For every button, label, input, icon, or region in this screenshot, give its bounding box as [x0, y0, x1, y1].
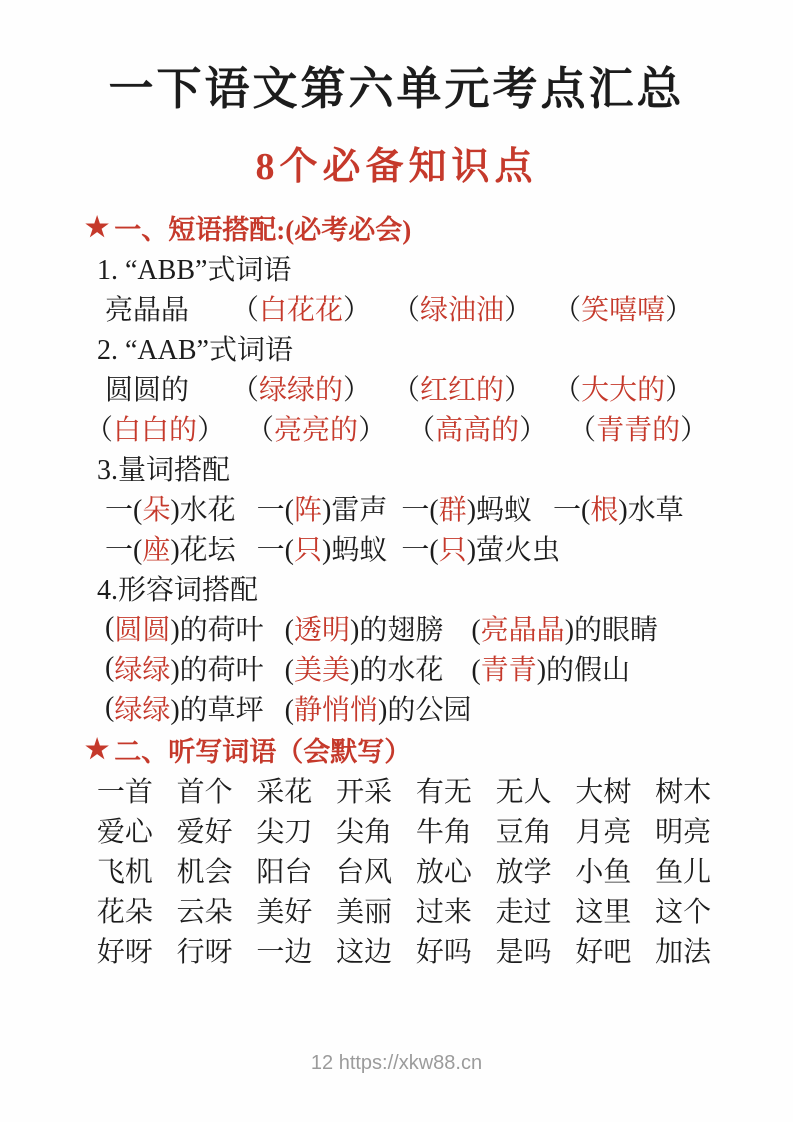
plain-text: ） （ — [504, 295, 582, 326]
highlighted-answer-text: 根 — [590, 495, 619, 526]
plain-text: 一( — [105, 535, 143, 566]
plain-text: ） — [665, 295, 694, 326]
highlighted-answer-text: 美美 — [294, 655, 351, 686]
dictation-word: 采花 — [256, 777, 313, 808]
section2-heading-text: 二、听写词语（会默写） — [114, 736, 412, 767]
section1-lines — [85, 248, 723, 728]
dictation-word-grid — [85, 770, 723, 970]
plain-text: ） （ — [343, 295, 421, 326]
highlighted-answer-text: 透明 — [294, 615, 351, 646]
line-abb-words — [85, 288, 723, 328]
line-quantifier-title — [85, 448, 723, 488]
dictation-word: 好呀 — [96, 937, 153, 968]
line-adjective-2 — [85, 648, 723, 688]
highlighted-answer-text: 绿绿 — [114, 655, 171, 686]
dictation-word: 台风 — [336, 857, 393, 888]
highlighted-answer-text: 红红的 — [420, 375, 505, 406]
dictation-word: 爱心 — [96, 817, 153, 848]
plain-text: )萤火虫 — [466, 535, 561, 566]
line-aab-title — [85, 328, 723, 368]
plain-text: )花坛 一( — [170, 535, 294, 566]
dictation-word: 牛角 — [415, 817, 472, 848]
page-footer: 12 https://xkw88.cn — [310, 1052, 483, 1074]
highlighted-answer-text: 座 — [142, 535, 171, 566]
dictation-word: 是吗 — [495, 937, 552, 968]
dictation-word: 好吗 — [415, 937, 472, 968]
dictation-word: 美好 — [256, 897, 313, 928]
plain-text: 3.量词搭配 — [97, 455, 231, 486]
dictation-word: 一边 — [256, 937, 313, 968]
highlighted-answer-text: 绿绿 — [114, 695, 171, 726]
plain-text: 4.形容词搭配 — [97, 575, 259, 606]
highlighted-answer-text: 只 — [438, 535, 467, 566]
dictation-word: 这边 — [336, 937, 393, 968]
page-subtitle: 8个必备知识点 — [255, 146, 538, 188]
highlighted-answer-text: 静悄悄 — [294, 695, 379, 726]
highlighted-answer-text: 群 — [438, 495, 467, 526]
dictation-word: 尖角 — [336, 817, 393, 848]
line-quantifier-2 — [85, 528, 723, 568]
dictation-word: 月亮 — [575, 817, 632, 848]
dictation-word: 阳台 — [256, 857, 313, 888]
dictation-word: 鱼儿 — [655, 857, 712, 888]
dictation-word: 小鱼 — [575, 857, 632, 888]
plain-text: )蚂蚁 一( — [322, 535, 439, 566]
plain-text: )水花 一( — [170, 495, 294, 526]
dictation-word: 行呀 — [176, 937, 233, 968]
dictation-word: 走过 — [495, 897, 552, 928]
plain-text: 圆圆的 （ — [105, 375, 260, 406]
section2-heading — [85, 728, 723, 770]
dictation-word: 大树 — [575, 777, 632, 808]
dictation-word: 尖刀 — [256, 817, 313, 848]
highlighted-answer-text: 阵 — [294, 495, 323, 526]
worksheet-content — [85, 206, 723, 970]
star-icon: ★ — [85, 733, 110, 764]
plain-text: ( — [105, 652, 115, 683]
dictation-word: 飞机 — [96, 857, 153, 888]
line-adjective-1 — [85, 608, 723, 648]
dictation-word: 开采 — [336, 777, 393, 808]
plain-text: )的荷叶 ( — [170, 615, 294, 646]
plain-text: 2. “AAB”式词语 — [97, 335, 293, 366]
line-quantifier-1 — [85, 488, 723, 528]
dictation-word: 过来 — [415, 897, 472, 928]
highlighted-answer-text: 白花花 — [259, 295, 344, 326]
line-abb-title — [85, 248, 723, 288]
plain-text: ） （ — [358, 415, 436, 446]
highlighted-answer-text: 高高的 — [435, 415, 520, 446]
page-title: 一下语文第六单元考点汇总 — [108, 64, 685, 114]
section1-heading-text: 一、短语搭配:(必考必会) — [114, 214, 412, 245]
plain-text: ） （ — [343, 375, 421, 406]
plain-text: )的公园 — [378, 695, 472, 726]
plain-text: ） — [665, 375, 694, 406]
dictation-word: 树木 — [655, 777, 712, 808]
plain-text: ） — [680, 415, 709, 446]
plain-text: （ — [85, 415, 114, 446]
highlighted-answer-text: 白白的 — [113, 415, 198, 446]
highlighted-answer-text: 亮亮的 — [274, 415, 359, 446]
dictation-word: 加法 — [655, 937, 712, 968]
dictation-word: 云朵 — [176, 897, 233, 928]
plain-text: 1. “ABB”式词语 — [97, 255, 292, 286]
dictation-word: 明亮 — [655, 817, 712, 848]
line-adjective-3 — [85, 688, 723, 728]
plain-text: )的假山 — [536, 655, 631, 686]
line-adjective-title — [85, 568, 723, 608]
plain-text: )的草坪 ( — [170, 695, 294, 726]
dictation-word: 放学 — [495, 857, 552, 888]
highlighted-answer-text: 青青 — [480, 655, 537, 686]
highlighted-answer-text: 朵 — [142, 495, 171, 526]
plain-text: )蚂蚁 一( — [466, 495, 591, 526]
dictation-word: 一首 — [96, 777, 153, 808]
plain-text: )的水花 ( — [350, 655, 481, 686]
plain-text: ） （ — [504, 375, 582, 406]
plain-text: ） （ — [197, 415, 275, 446]
line-aab-words-1 — [85, 368, 723, 408]
line-aab-words-2 — [85, 408, 723, 448]
highlighted-answer-text: 圆圆 — [114, 615, 171, 646]
highlighted-answer-text: 亮晶晶 — [480, 615, 565, 646]
dictation-word: 无人 — [495, 777, 552, 808]
dictation-word: 美丽 — [336, 897, 393, 928]
dictation-word: 好吧 — [575, 937, 632, 968]
dictation-word: 这个 — [655, 897, 712, 928]
dictation-word: 机会 — [176, 857, 233, 888]
plain-text: )雷声 一( — [322, 495, 439, 526]
dictation-word: 这里 — [575, 897, 632, 928]
dictation-word: 有无 — [415, 777, 472, 808]
star-icon: ★ — [85, 211, 110, 242]
dictation-word: 首个 — [176, 777, 233, 808]
highlighted-answer-text: 绿油油 — [420, 295, 505, 326]
highlighted-answer-text: 笑嘻嘻 — [581, 295, 666, 326]
plain-text: ( — [105, 612, 115, 643]
dictation-word: 放心 — [415, 857, 472, 888]
highlighted-answer-text: 绿绿的 — [259, 375, 344, 406]
highlighted-answer-text: 青青的 — [596, 415, 681, 446]
plain-text: 一( — [105, 495, 143, 526]
plain-text: 亮晶晶 （ — [105, 295, 260, 326]
plain-text: ） （ — [519, 415, 597, 446]
dictation-word: 花朵 — [96, 897, 153, 928]
dictation-word: 爱好 — [176, 817, 233, 848]
plain-text: )的荷叶 ( — [170, 655, 294, 686]
dictation-word: 豆角 — [495, 817, 552, 848]
plain-text: )的翅膀 ( — [350, 615, 481, 646]
section1-heading — [85, 206, 723, 248]
plain-text: )的眼睛 — [564, 615, 659, 646]
highlighted-answer-text: 大大的 — [581, 375, 666, 406]
highlighted-answer-text: 只 — [294, 535, 323, 566]
plain-text: ( — [105, 692, 115, 723]
plain-text: )水草 — [618, 495, 684, 526]
